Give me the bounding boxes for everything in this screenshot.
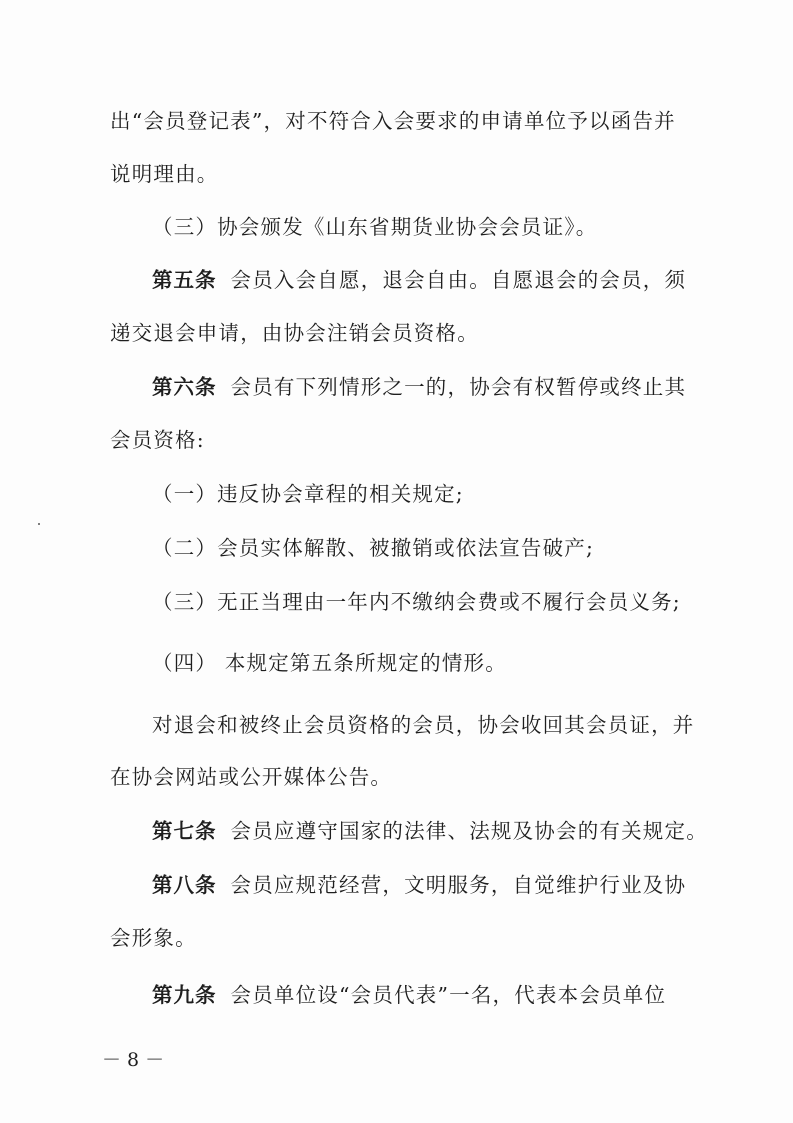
- line-text: 递交退会申请，由协会注销会员资格。: [110, 321, 479, 345]
- text-line-3: [152, 212, 680, 242]
- scan-speck: [38, 523, 40, 525]
- line-text: 出“会员登记表”，对不符合入会要求的申请单位予以函告并: [110, 109, 676, 133]
- line-text: （二）会员实体解散、被撤销或依法宣告破产;: [152, 536, 595, 560]
- article-7-line-1: [152, 816, 708, 846]
- article-6-line-2: [110, 425, 680, 455]
- list-item-4: [152, 648, 680, 678]
- line-text: 会员单位设“会员代表”一名，代表本会员单位: [230, 983, 667, 1007]
- line-text: （三）协会颁发《山东省期货业协会会员证》。: [152, 215, 598, 239]
- line-text: 会员应规范经营，文明服务，自觉维护行业及协: [230, 873, 687, 897]
- line-text: 会形象。: [110, 926, 197, 950]
- article-heading: 第九条: [152, 983, 217, 1007]
- article-6-line-1: [152, 372, 687, 402]
- article-9-line-1: [152, 980, 680, 1010]
- article-5-line-1: [152, 265, 687, 295]
- line-text: （一）违反协会章程的相关规定;: [152, 482, 464, 506]
- article-5-line-2: [110, 318, 680, 348]
- list-item-3: [152, 587, 680, 617]
- page-number: －8－: [102, 1049, 171, 1071]
- line-text: 对退会和被终止会员资格的会员，协会收回其会员证，并: [152, 713, 695, 737]
- article-8-line-2: [110, 923, 680, 953]
- line-text: 会员应遵守国家的法律、法规及协会的有关规定。: [230, 819, 708, 843]
- line-text: 会员资格:: [110, 428, 205, 452]
- line-text: 会员入会自愿，退会自由。自愿退会的会员，须: [230, 268, 687, 292]
- text-line-13: [110, 762, 680, 792]
- line-text: 会员有下列情形之一的，协会有权暂停或终止其: [230, 375, 687, 399]
- list-item-2: [152, 533, 680, 563]
- article-heading: 第六条: [152, 375, 217, 399]
- article-8-line-1: [152, 870, 687, 900]
- article-heading: 第八条: [152, 873, 217, 897]
- text-line-1: [110, 106, 680, 136]
- line-text: （四） 本规定第五条所规定的情形。: [152, 651, 507, 675]
- line-text: 说明理由。: [110, 162, 219, 186]
- text-line-2: [110, 159, 680, 189]
- article-heading: 第五条: [152, 268, 217, 292]
- line-text: 在协会网站或公开媒体公告。: [110, 765, 393, 789]
- line-text: （三）无正当理由一年内不缴纳会费或不履行会员义务;: [152, 590, 681, 614]
- list-item-1: [152, 479, 680, 509]
- article-heading: 第七条: [152, 819, 217, 843]
- text-line-12: [152, 710, 695, 740]
